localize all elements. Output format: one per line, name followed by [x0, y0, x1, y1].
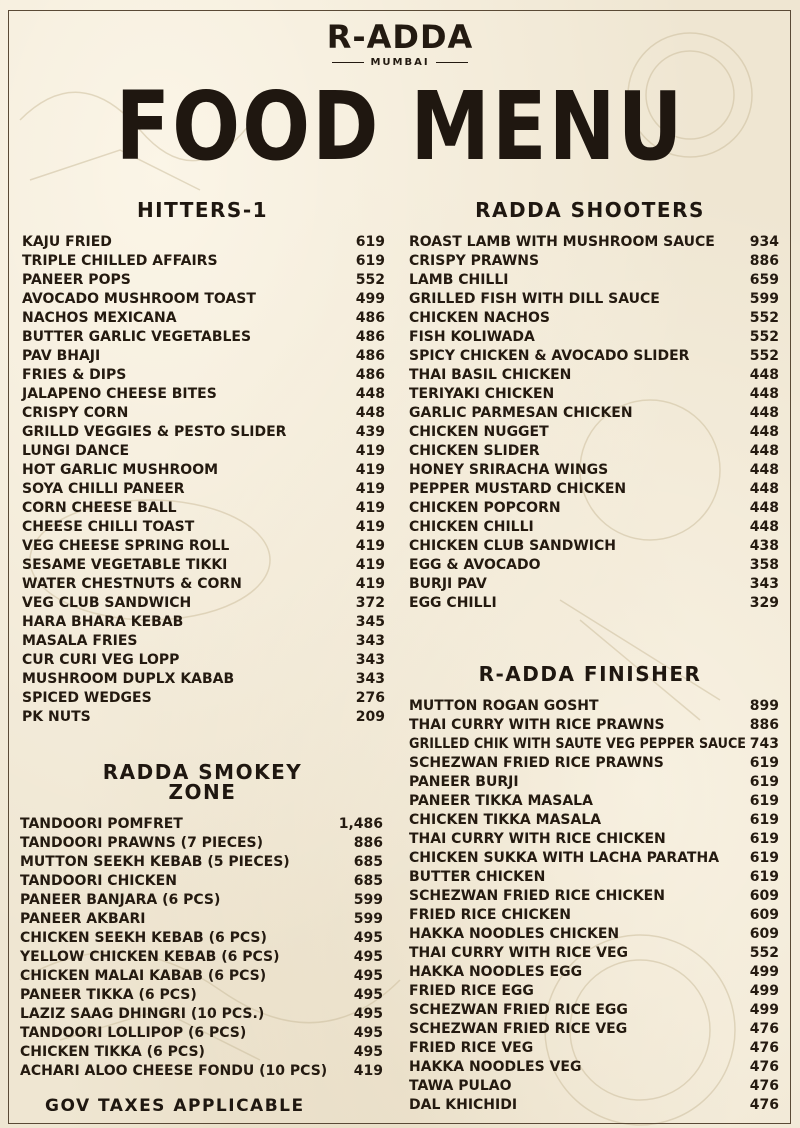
- menu-item: [409, 556, 779, 575]
- menu-item: [22, 385, 385, 404]
- menu-item: [20, 815, 383, 834]
- menu-item-price: 486: [355, 310, 385, 326]
- menu-item-price: 886: [749, 717, 779, 733]
- menu-item-name: CHEESE CHILLI TOAST: [22, 519, 195, 535]
- menu-item-price: 552: [355, 272, 385, 288]
- menu-item: [409, 518, 779, 537]
- menu-item-name: SCHEZWAN FRIED RICE PRAWNS: [409, 755, 664, 771]
- menu-item-name: PAV BHAJI: [22, 348, 101, 364]
- menu-item: [22, 651, 385, 670]
- menu-item-price: 619: [749, 812, 779, 828]
- menu-item-price: 599: [353, 892, 383, 908]
- page-title: FOOD MENU: [115, 71, 685, 182]
- menu-item-name: NACHOS MEXICANA: [22, 310, 177, 326]
- menu-item-name: PK NUTS: [22, 709, 91, 725]
- menu-item: [409, 271, 779, 290]
- menu-item-name: PEPPER MUSTARD CHICKEN: [409, 481, 627, 497]
- menu-item-price: 685: [353, 854, 383, 870]
- menu-item-price: 448: [749, 443, 779, 459]
- menu-item: [409, 754, 779, 773]
- menu-item: [22, 309, 385, 328]
- menu-item-price: 419: [353, 1063, 383, 1079]
- menu-item: [22, 423, 385, 442]
- menu-item-price: 448: [749, 462, 779, 478]
- menu-item-price: 1,486: [338, 816, 383, 832]
- menu-item-name: EGG CHILLI: [409, 595, 497, 611]
- menu-item-price: 329: [749, 595, 779, 611]
- menu-item-price: 448: [749, 386, 779, 402]
- menu-item-name: SOYA CHILLI PANEER: [22, 481, 185, 497]
- menu-item-name: GARLIC PARMESAN CHICKEN: [409, 405, 633, 421]
- menu-list-finisher: [409, 697, 779, 1115]
- menu-item-name: ROAST LAMB WITH MUSHROOM SAUCE: [409, 234, 715, 250]
- menu-item: [409, 1039, 779, 1058]
- menu-item: [409, 442, 779, 461]
- menu-item-price: 619: [355, 234, 385, 250]
- menu-item-name: PANEER BURJI: [409, 774, 519, 790]
- menu-item-name: CHICKEN CHILLI: [409, 519, 534, 535]
- menu-item: [20, 929, 383, 948]
- menu-item: [22, 442, 385, 461]
- menu-item-name: LUNGI DANCE: [22, 443, 130, 459]
- menu-item-name: TANDOORI CHICKEN: [20, 873, 177, 889]
- menu-item-price: 659: [749, 272, 779, 288]
- menu-item: [409, 868, 779, 887]
- section-title-finisher: R-ADDA FINISHER: [478, 662, 702, 686]
- menu-item-name: CHICKEN TIKKA MASALA: [409, 812, 602, 828]
- menu-item: [409, 480, 779, 499]
- menu-item-name: PANEER TIKKA MASALA: [409, 793, 593, 809]
- menu-item-name: FRIED RICE CHICKEN: [409, 907, 571, 923]
- menu-item-name: PANEER AKBARI: [20, 911, 146, 927]
- menu-item-price: 685: [353, 873, 383, 889]
- menu-item-price: 619: [749, 755, 779, 771]
- menu-item-price: 343: [749, 576, 779, 592]
- menu-item-price: 499: [749, 1002, 779, 1018]
- menu-item-name: SPICY CHICKEN & AVOCADO SLIDER: [409, 348, 690, 364]
- menu-item-price: 448: [749, 367, 779, 383]
- menu-item: [409, 982, 779, 1001]
- menu-item: [409, 404, 779, 423]
- menu-item: [20, 948, 383, 967]
- menu-item: [409, 461, 779, 480]
- menu-item: [22, 233, 385, 252]
- menu-item-price: 343: [355, 671, 385, 687]
- menu-item-price: 495: [353, 1044, 383, 1060]
- menu-item-price: 476: [749, 1021, 779, 1037]
- menu-item: [409, 252, 779, 271]
- menu-item-price: 619: [749, 850, 779, 866]
- menu-item-name: CHICKEN SEEKH KEBAB (6 PCS): [20, 930, 267, 946]
- menu-item-name: SCHEZWAN FRIED RICE CHICKEN: [409, 888, 665, 904]
- menu-item: [409, 423, 779, 442]
- menu-item-price: 609: [749, 888, 779, 904]
- section-title-line: RADDA SMOKEY: [102, 760, 303, 784]
- menu-item-price: 419: [355, 462, 385, 478]
- section-title-line: ZONE: [168, 780, 237, 804]
- menu-item-price: 552: [749, 310, 779, 326]
- menu-item-price: 419: [355, 576, 385, 592]
- menu-item: [409, 499, 779, 518]
- menu-item-price: 495: [353, 987, 383, 1003]
- menu-item: [22, 689, 385, 708]
- menu-item-price: 448: [749, 405, 779, 421]
- menu-item: [409, 347, 779, 366]
- brand-logo: R-ADDA: [326, 18, 474, 56]
- menu-item: [409, 830, 779, 849]
- menu-item-name: MUTTON ROGAN GOSHT: [409, 698, 599, 714]
- menu-item-price: 439: [355, 424, 385, 440]
- menu-item-price: 495: [353, 1025, 383, 1041]
- menu-item-price: 619: [749, 831, 779, 847]
- menu-item-price: 438: [749, 538, 779, 554]
- menu-item-name: WATER CHESTNUTS & CORN: [22, 576, 242, 592]
- menu-item-price: 419: [355, 481, 385, 497]
- menu-item-price: 476: [749, 1059, 779, 1075]
- menu-item-price: 476: [749, 1040, 779, 1056]
- menu-item-name: THAI BASIL CHICKEN: [409, 367, 572, 383]
- menu-item-price: 609: [749, 907, 779, 923]
- menu-item-price: 419: [355, 538, 385, 554]
- menu-item-name: TANDOORI PRAWNS (7 PIECES): [20, 835, 264, 851]
- menu-item: [409, 716, 779, 735]
- menu-item-price: 599: [353, 911, 383, 927]
- menu-item: [409, 1096, 779, 1115]
- menu-item-price: 499: [355, 291, 385, 307]
- menu-list-smokey: [20, 815, 383, 1081]
- menu-item-price: 358: [749, 557, 779, 573]
- menu-item-name: SCHEZWAN FRIED RICE VEG: [409, 1021, 628, 1037]
- menu-item-price: 372: [355, 595, 385, 611]
- menu-item-price: 209: [355, 709, 385, 725]
- menu-item-price: 486: [355, 348, 385, 364]
- menu-item-name: THAI CURRY WITH RICE PRAWNS: [409, 717, 665, 733]
- menu-item: [22, 328, 385, 347]
- menu-item-price: 419: [355, 443, 385, 459]
- menu-item: [409, 328, 779, 347]
- menu-item-price: 276: [355, 690, 385, 706]
- menu-item-name: HARA BHARA KEBAB: [22, 614, 184, 630]
- menu-item: [22, 366, 385, 385]
- menu-item-price: 609: [749, 926, 779, 942]
- footer-note: GOV TAXES APPLICABLE: [45, 1096, 305, 1116]
- menu-item-name: DAL KHICHIDI: [409, 1097, 518, 1113]
- menu-item-name: PANEER POPS: [22, 272, 131, 288]
- menu-item-name: HOT GARLIC MUSHROOM: [22, 462, 219, 478]
- menu-item-name: AVOCADO MUSHROOM TOAST: [22, 291, 256, 307]
- menu-item-price: 886: [749, 253, 779, 269]
- menu-item-name: CHICKEN TIKKA (6 PCS): [20, 1044, 205, 1060]
- menu-item: [20, 986, 383, 1005]
- menu-item-price: 345: [355, 614, 385, 630]
- menu-item: [409, 537, 779, 556]
- menu-item-price: 499: [749, 964, 779, 980]
- menu-item-name: THAI CURRY WITH RICE VEG: [409, 945, 629, 961]
- menu-item-name: VEG CHEESE SPRING ROLL: [22, 538, 230, 554]
- menu-item-name: GRILLED FISH WITH DILL SAUCE: [409, 291, 660, 307]
- menu-item: [409, 963, 779, 982]
- menu-item: [409, 811, 779, 830]
- menu-item-name: LAZIZ SAAG DHINGRI (10 PCS.): [20, 1006, 265, 1022]
- menu-item: [22, 613, 385, 632]
- menu-item: [20, 1062, 383, 1081]
- menu-item-name: GRILLED CHIK WITH SAUTE VEG PEPPER SAUCE: [409, 736, 746, 752]
- menu-item-name: TANDOORI POMFRET: [20, 816, 183, 832]
- menu-item: [409, 233, 779, 252]
- menu-item-name: TERIYAKI CHICKEN: [409, 386, 555, 402]
- menu-item: [22, 594, 385, 613]
- menu-item-price: 552: [749, 329, 779, 345]
- menu-item: [20, 872, 383, 891]
- menu-item-price: 486: [355, 367, 385, 383]
- menu-item-name: FISH KOLIWADA: [409, 329, 535, 345]
- menu-item-price: 552: [749, 945, 779, 961]
- menu-item-price: 499: [749, 983, 779, 999]
- menu-item-price: 448: [749, 481, 779, 497]
- menu-item-name: MUTTON SEEKH KEBAB (5 PIECES): [20, 854, 290, 870]
- menu-item: [22, 575, 385, 594]
- menu-item-price: 495: [353, 930, 383, 946]
- menu-item-price: 448: [355, 386, 385, 402]
- menu-item-price: 619: [355, 253, 385, 269]
- menu-item: [409, 792, 779, 811]
- menu-item: [409, 944, 779, 963]
- menu-item: [409, 925, 779, 944]
- menu-item-price: 419: [355, 557, 385, 573]
- menu-item-name: TRIPLE CHILLED AFFAIRS: [22, 253, 218, 269]
- menu-item-name: FRIES & DIPS: [22, 367, 127, 383]
- menu-item-name: MASALA FRIES: [22, 633, 138, 649]
- menu-item-name: CUR CURI VEG LOPP: [22, 652, 180, 668]
- menu-item-name: HAKKA NOODLES CHICKEN: [409, 926, 620, 942]
- menu-item-price: 343: [355, 652, 385, 668]
- menu-item-price: 599: [749, 291, 779, 307]
- menu-item-name: HONEY SRIRACHA WINGS: [409, 462, 609, 478]
- menu-item: [22, 708, 385, 727]
- menu-item-name: BUTTER CHICKEN: [409, 869, 546, 885]
- menu-item: [22, 461, 385, 480]
- menu-item-name: CHICKEN POPCORN: [409, 500, 561, 516]
- menu-item: [22, 347, 385, 366]
- menu-item-name: FRIED RICE VEG: [409, 1040, 534, 1056]
- menu-item-name: CORN CHEESE BALL: [22, 500, 177, 516]
- menu-item-name: CHICKEN NUGGET: [409, 424, 549, 440]
- menu-item: [22, 271, 385, 290]
- menu-item-price: 495: [353, 968, 383, 984]
- menu-item: [409, 773, 779, 792]
- menu-item-price: 419: [355, 500, 385, 516]
- menu-item-name: CHICKEN NACHOS: [409, 310, 551, 326]
- menu-item-name: HAKKA NOODLES EGG: [409, 964, 583, 980]
- menu-item-price: 619: [749, 869, 779, 885]
- menu-item-name: CHICKEN SUKKA WITH LACHA PARATHA: [409, 850, 720, 866]
- menu-item-name: SCHEZWAN FRIED RICE EGG: [409, 1002, 628, 1018]
- menu-item: [409, 906, 779, 925]
- menu-item-price: 448: [749, 424, 779, 440]
- menu-item: [22, 480, 385, 499]
- menu-item-name: CRISPY PRAWNS: [409, 253, 540, 269]
- menu-item-price: 476: [749, 1097, 779, 1113]
- menu-item-name: GRILLD VEGGIES & PESTO SLIDER: [22, 424, 287, 440]
- menu-item-price: 419: [355, 519, 385, 535]
- menu-item-name: PANEER TIKKA (6 PCS): [20, 987, 197, 1003]
- menu-item: [409, 385, 779, 404]
- menu-item: [409, 849, 779, 868]
- menu-item: [22, 556, 385, 575]
- menu-list-shooters: [409, 233, 779, 613]
- brand-city: MUMBAI: [370, 57, 430, 68]
- menu-item: [20, 853, 383, 872]
- menu-item-price: 448: [749, 519, 779, 535]
- menu-item-price: 495: [353, 949, 383, 965]
- menu-item-price: 743: [749, 736, 779, 752]
- menu-item-name: ACHARI ALOO CHEESE FONDU (10 PCS): [20, 1063, 328, 1079]
- menu-item-name: BUTTER GARLIC VEGETABLES: [22, 329, 252, 345]
- menu-item-name: CRISPY CORN: [22, 405, 129, 421]
- menu-item: [22, 252, 385, 271]
- menu-item: [22, 404, 385, 423]
- divider: [436, 62, 468, 63]
- divider: [332, 62, 364, 63]
- menu-item: [409, 594, 779, 613]
- menu-item: [20, 834, 383, 853]
- brand-header: [0, 18, 800, 68]
- menu-item-name: BURJI PAV: [409, 576, 487, 592]
- menu-item: [409, 366, 779, 385]
- menu-item: [22, 499, 385, 518]
- menu-item-name: VEG CLUB SANDWICH: [22, 595, 192, 611]
- menu-item-name: PANEER BANJARA (6 PCS): [20, 892, 221, 908]
- menu-item: [20, 891, 383, 910]
- menu-item: [409, 309, 779, 328]
- menu-item-price: 448: [749, 500, 779, 516]
- section-title-shooters: RADDA SHOOTERS: [475, 198, 705, 222]
- menu-item: [409, 575, 779, 594]
- menu-item: [20, 1043, 383, 1062]
- menu-item: [20, 1024, 383, 1043]
- menu-item-price: 495: [353, 1006, 383, 1022]
- menu-item: [22, 290, 385, 309]
- menu-item-name: THAI CURRY WITH RICE CHICKEN: [409, 831, 666, 847]
- menu-item: [409, 290, 779, 309]
- menu-item-price: 486: [355, 329, 385, 345]
- menu-item-price: 476: [749, 1078, 779, 1094]
- menu-item-name: CHICKEN SLIDER: [409, 443, 540, 459]
- menu-item-name: SESAME VEGETABLE TIKKI: [22, 557, 228, 573]
- menu-item: [20, 967, 383, 986]
- menu-item: [22, 518, 385, 537]
- menu-item-price: 552: [749, 348, 779, 364]
- menu-item: [409, 735, 779, 754]
- menu-list-hitters: [22, 233, 385, 727]
- brand-subtitle: [0, 57, 800, 68]
- menu-item-name: MUSHROOM DUPLX KABAB: [22, 671, 235, 687]
- section-title-smokey: [20, 762, 385, 802]
- menu-item-name: TAWA PULAO: [409, 1078, 512, 1094]
- menu-item-name: YELLOW CHICKEN KEBAB (6 PCS): [20, 949, 280, 965]
- menu-item-name: HAKKA NOODLES VEG: [409, 1059, 582, 1075]
- menu-item: [22, 632, 385, 651]
- menu-item: [409, 1001, 779, 1020]
- menu-item-price: 619: [749, 774, 779, 790]
- menu-item-name: KAJU FRIED: [22, 234, 112, 250]
- menu-item-name: EGG & AVOCADO: [409, 557, 541, 573]
- menu-item-price: 448: [355, 405, 385, 421]
- menu-item-name: TANDOORI LOLLIPOP (6 PCS): [20, 1025, 247, 1041]
- menu-item-name: JALAPENO CHEESE BITES: [22, 386, 217, 402]
- menu-item-price: 934: [749, 234, 779, 250]
- menu-item-name: FRIED RICE EGG: [409, 983, 534, 999]
- menu-item: [409, 697, 779, 716]
- menu-item-name: CHICKEN MALAI KABAB (6 PCS): [20, 968, 267, 984]
- menu-item-price: 619: [749, 793, 779, 809]
- menu-item-name: SPICED WEDGES: [22, 690, 152, 706]
- menu-item: [409, 1077, 779, 1096]
- menu-item-price: 899: [749, 698, 779, 714]
- menu-item: [20, 910, 383, 929]
- menu-item: [22, 537, 385, 556]
- section-title-hitters: HITTERS-1: [136, 198, 269, 222]
- menu-item-price: 343: [355, 633, 385, 649]
- menu-item: [22, 670, 385, 689]
- menu-item: [409, 1058, 779, 1077]
- menu-item: [409, 1020, 779, 1039]
- menu-item-price: 886: [353, 835, 383, 851]
- menu-item-name: LAMB CHILLI: [409, 272, 509, 288]
- menu-item-name: CHICKEN CLUB SANDWICH: [409, 538, 616, 554]
- menu-item: [20, 1005, 383, 1024]
- menu-item: [409, 887, 779, 906]
